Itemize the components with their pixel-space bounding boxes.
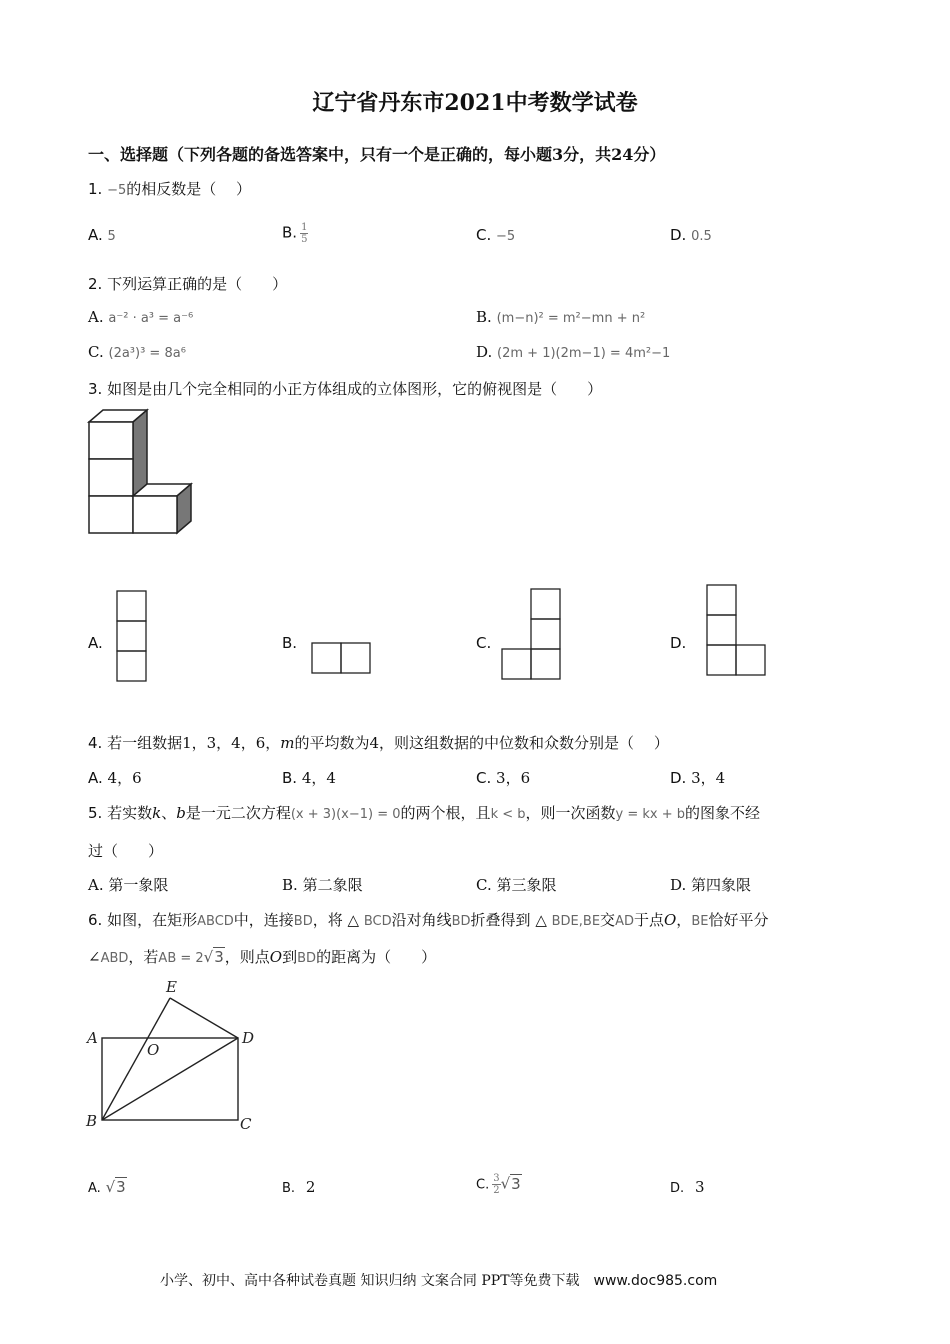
- question-number: 6.: [88, 911, 103, 929]
- question-text: 沿对角线: [391, 911, 452, 929]
- question-text: 中，连接: [233, 911, 294, 929]
- question-text: 的图象不经: [685, 804, 761, 822]
- q2-option-c[interactable]: [88, 343, 186, 361]
- option-label: D.: [670, 226, 687, 244]
- question-5: [88, 802, 760, 823]
- section-heading: 一、选择题（下列各题的备选答案中，只有一个是正确的，每小题3分，共24分）: [88, 145, 666, 164]
- option-label: A.: [88, 1181, 101, 1196]
- option-value: 第三象限: [496, 876, 557, 894]
- fraction: [492, 1173, 500, 1196]
- q5-option-d[interactable]: [670, 874, 751, 895]
- question-text: 交: [600, 911, 616, 929]
- question-4: [88, 732, 669, 753]
- q6-option-b[interactable]: [282, 1178, 315, 1196]
- option-value: 第二象限: [302, 876, 363, 894]
- option-value: 2: [305, 1178, 316, 1196]
- option-label: D.: [670, 876, 687, 894]
- option-value: 4，6: [107, 769, 142, 787]
- cube-solid-figure: [86, 408, 201, 538]
- q3-option-d-figure: [706, 584, 768, 678]
- option-label: D.: [670, 769, 687, 787]
- option-label: B.: [282, 223, 298, 242]
- option-label: C.: [476, 226, 492, 244]
- q1-option-a[interactable]: [88, 226, 116, 244]
- equation: (x + 3)(x−1) = 0: [290, 807, 401, 822]
- function-expr: y = kx + b: [615, 807, 685, 822]
- question-text: ，则点: [224, 948, 270, 966]
- sqrt-expr: √3: [203, 948, 224, 966]
- option-value: −5: [496, 229, 516, 244]
- question-number: 1.: [88, 180, 103, 198]
- math-label: BDE,BE: [551, 914, 601, 929]
- q1-option-d[interactable]: [670, 226, 712, 244]
- math-expr: −5: [107, 183, 127, 198]
- option-label: B.: [282, 1181, 296, 1196]
- option-label: A.: [88, 769, 103, 787]
- math-label: BD: [297, 951, 317, 966]
- numerator: 1: [301, 222, 308, 233]
- label-d: D: [242, 1029, 255, 1047]
- label-b: B: [86, 1112, 98, 1130]
- math-label: BE: [691, 914, 709, 929]
- radicand: 3: [214, 948, 224, 966]
- q3-option-d-label[interactable]: D.: [670, 634, 687, 652]
- q6-option-d[interactable]: [670, 1178, 704, 1196]
- variable-b: b: [176, 804, 186, 822]
- question-text: ，将 △: [312, 911, 364, 929]
- option-label: D.: [670, 1181, 685, 1196]
- question-text: 的距离为（ ）: [316, 948, 437, 966]
- label-c: C: [240, 1115, 252, 1133]
- q2-option-d[interactable]: [476, 343, 670, 361]
- option-value: (2a³)³ = 8a⁶: [108, 346, 186, 361]
- option-value: 第四象限: [691, 876, 752, 894]
- q3-option-a-label[interactable]: A.: [88, 634, 103, 652]
- q1-option-c[interactable]: [476, 226, 515, 244]
- question-5-line2: 过（ ）: [88, 842, 164, 860]
- option-value: 3，4: [691, 769, 726, 787]
- variable-k: k: [152, 804, 162, 822]
- math-label: ABD: [100, 951, 129, 966]
- question-text: 若一组数据1，3，4，6，: [107, 734, 281, 752]
- option-value: 3: [694, 1178, 705, 1196]
- question-text: ，若: [128, 948, 159, 966]
- option-label: C.: [88, 343, 104, 361]
- q2-option-a[interactable]: [88, 308, 193, 326]
- angle-symbol: ∠: [88, 948, 101, 966]
- inequality: k < b: [490, 807, 526, 822]
- q3-option-c-figure: [501, 588, 563, 682]
- rectangle-fold-figure: [84, 972, 264, 1138]
- q2-option-b[interactable]: [476, 308, 645, 326]
- question-text: 的两个根，且: [400, 804, 491, 822]
- fraction: [300, 222, 308, 245]
- question-text: 的相反数是（ ）: [126, 180, 252, 198]
- math-expr: AB = 2: [158, 951, 204, 966]
- q6-option-a[interactable]: [88, 1178, 127, 1196]
- question-number: 2.: [88, 275, 103, 293]
- q4-option-a[interactable]: [88, 767, 142, 788]
- option-value: 0.5: [691, 229, 712, 244]
- question-text: 如图，在矩形: [107, 911, 198, 929]
- q1-option-b[interactable]: [282, 222, 308, 245]
- label-e: E: [166, 978, 177, 996]
- question-text: 、: [161, 804, 177, 822]
- question-text: 的平均数为4，则这组数据的中位数和众数分别是（ ）: [294, 734, 669, 752]
- option-label: A.: [88, 308, 104, 326]
- option-label: B.: [476, 308, 492, 326]
- question-text: ，: [676, 911, 692, 929]
- question-6-line2: [88, 946, 436, 967]
- question-text: 是一元二次方程: [185, 804, 291, 822]
- q3-option-a-figure: [116, 590, 148, 684]
- question-text: 恰好平分: [708, 911, 769, 929]
- denominator: 2: [493, 1185, 500, 1196]
- math-label: BD: [451, 914, 471, 929]
- point-label: O: [269, 948, 283, 966]
- question-text: ，则一次函数: [525, 804, 616, 822]
- question-number: 3.: [88, 380, 103, 398]
- q3-option-b-figure: [311, 642, 373, 675]
- question-text: 折叠得到 △: [470, 911, 552, 929]
- option-label: B.: [282, 769, 298, 787]
- option-value: (2m + 1)(2m−1) = 4m²−1: [497, 346, 671, 361]
- question-text: 如图是由几个完全相同的小正方体组成的立体图形，它的俯视图是（ ）: [107, 380, 603, 398]
- option-label: C.: [476, 1177, 490, 1193]
- question-6: [88, 909, 768, 930]
- option-value: 5: [107, 229, 116, 244]
- denominator: 5: [301, 234, 308, 245]
- question-text: 到: [282, 948, 298, 966]
- option-value: (m−n)² = m²−mn + n²: [496, 311, 646, 326]
- math-label: BD: [293, 914, 313, 929]
- label-a: A: [87, 1029, 98, 1047]
- option-value: a⁻² · a³ = a⁻⁶: [108, 311, 194, 326]
- option-label: A.: [88, 876, 104, 894]
- numerator: 3: [493, 1173, 500, 1184]
- option-value: 4，4: [301, 769, 336, 787]
- math-label: AD: [615, 914, 634, 929]
- page-title: 辽宁省丹东市2021中考数学试卷: [312, 90, 638, 116]
- q4-option-b[interactable]: [282, 767, 336, 788]
- q4-option-d[interactable]: [670, 767, 725, 788]
- option-label: B.: [282, 876, 298, 894]
- math-label: BCD: [363, 914, 392, 929]
- question-2: [88, 273, 287, 294]
- question-3: [88, 378, 602, 399]
- q6-option-c[interactable]: [476, 1173, 522, 1196]
- option-label: D.: [476, 343, 493, 361]
- footer-text: 小学、初中、高中各种试卷真题 知识归纳 文案合同 PPT等免费下载: [160, 1273, 580, 1289]
- radicand: 3: [116, 1178, 126, 1196]
- q5-option-a[interactable]: [88, 874, 168, 895]
- sqrt-expr: √3: [500, 1174, 521, 1193]
- math-label: ABCD: [197, 914, 234, 929]
- question-text: 于点: [633, 911, 664, 929]
- footer-link[interactable]: www.doc985.com: [593, 1273, 718, 1289]
- option-value: 第一象限: [108, 876, 169, 894]
- label-o: O: [147, 1041, 160, 1059]
- q4-option-c[interactable]: [476, 767, 530, 788]
- question-number: 5.: [88, 804, 103, 822]
- option-label: C.: [476, 876, 492, 894]
- question-text: 若实数: [107, 804, 153, 822]
- q3-option-c-label[interactable]: C.: [476, 634, 492, 652]
- question-1: [88, 178, 251, 199]
- q3-option-b-label[interactable]: B.: [282, 634, 298, 652]
- variable-m: m: [280, 734, 295, 752]
- radicand: 3: [511, 1174, 521, 1193]
- page-footer: [160, 1270, 717, 1290]
- option-value: 3，6: [496, 769, 531, 787]
- sqrt-expr: √3: [105, 1178, 126, 1196]
- q5-option-b[interactable]: [282, 874, 363, 895]
- question-number: 4.: [88, 734, 103, 752]
- q5-option-c[interactable]: [476, 874, 557, 895]
- point-label: O: [663, 911, 677, 929]
- option-label: A.: [88, 226, 103, 244]
- question-text: 下列运算正确的是（ ）: [107, 275, 288, 293]
- option-label: C.: [476, 769, 492, 787]
